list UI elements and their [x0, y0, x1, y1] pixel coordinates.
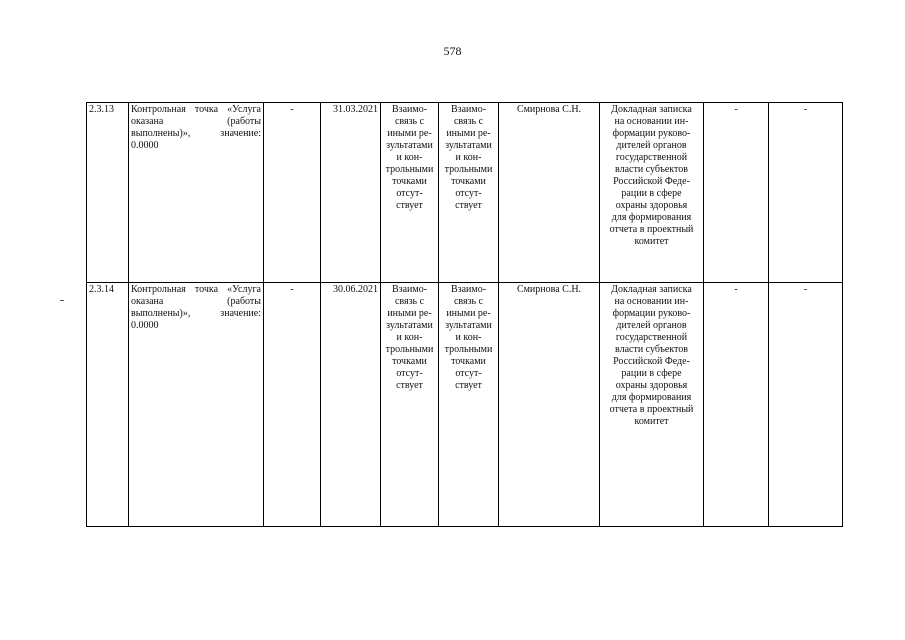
document-cell: Докладная записка на основании ин- формации руково- дителей органов государственной власти субъектов Российской Феде- рации в сфере охраны здоровья для формирования отчета в проектный комитет — [600, 103, 704, 283]
responsible-person: Смирнова С.Н. — [499, 103, 600, 283]
row-number: 2.3.14 — [87, 283, 129, 527]
control-point-name: Контрольная точка «Услуга оказана (работы выполнены)», значение: 0.0000 — [129, 283, 264, 527]
successor-cell: Взаимо- связь с иными ре- зультатами и кон- трольными точками отсут- ствует — [439, 103, 499, 283]
level-cell: - — [704, 283, 769, 527]
control-points-table — [86, 102, 843, 527]
deadline-date: 31.03.2021 — [321, 103, 381, 283]
successor-cell: Взаимо- связь с иными ре- зультатами и кон- трольными точками отсут- ствует — [439, 283, 499, 527]
document-cell: Докладная записка на основании ин- формации руково- дителей органов государственной власти субъектов Российской Феде- рации в сфере охраны здоровья для формирования отчета в проектный комитет — [600, 283, 704, 527]
level-cell: - — [704, 103, 769, 283]
predecessor-cell: Взаимо- связь с иными ре- зультатами и кон- трольными точками отсут- ствует — [381, 103, 439, 283]
predecessor-cell: Взаимо- связь с иными ре- зультатами и кон- трольными точками отсут- ствует — [381, 283, 439, 527]
table-row — [87, 103, 843, 283]
info-system-cell: - — [769, 103, 843, 283]
deadline-date: 30.06.2021 — [321, 283, 381, 527]
base-value-cell: - — [264, 103, 321, 283]
row-number: 2.3.13 — [87, 103, 129, 283]
responsible-person: Смирнова С.Н. — [499, 283, 600, 527]
base-value-cell: - — [264, 283, 321, 527]
control-point-name: Контрольная точка «Услуга оказана (работы выполнены)», значение: 0.0000 — [129, 103, 264, 283]
page-number: 578 — [443, 44, 462, 58]
stray-mark — [60, 300, 64, 301]
table-row — [87, 283, 843, 527]
info-system-cell: - — [769, 283, 843, 527]
